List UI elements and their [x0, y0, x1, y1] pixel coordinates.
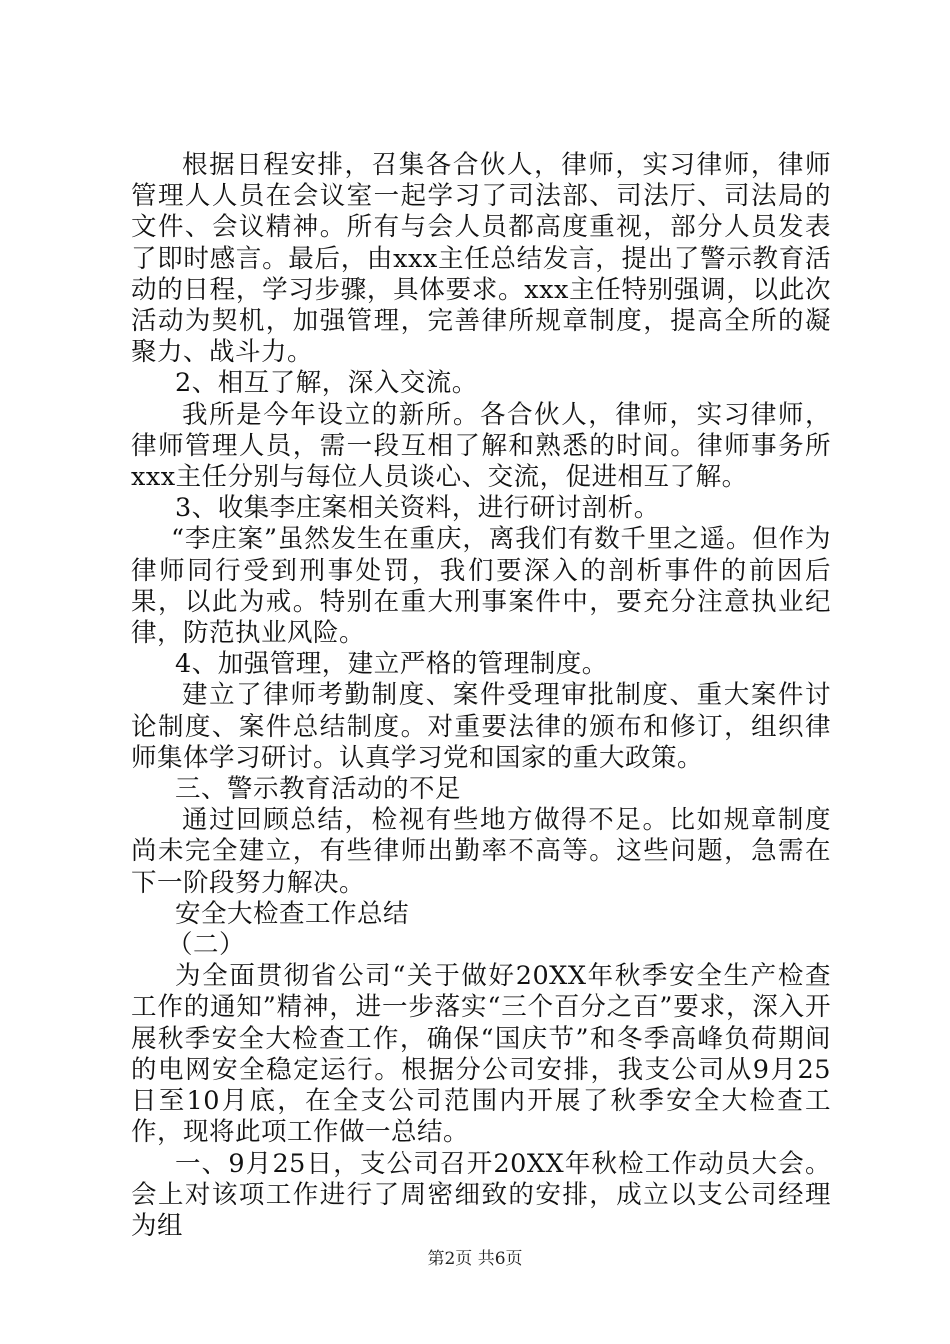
- section-heading: 三、警示教育活动的不足: [175, 774, 462, 805]
- body-paragraph: 建立了律师考勤制度、案件受理审批制度、重大案件讨论制度、案件总结制度。对重要法律的颁布和修订，组织律师集体学习研讨。认真学习党和国家的重大政策。: [131, 680, 831, 773]
- body-paragraph: 为全面贯彻省公司“关于做好20XX年秋季安全生产检查工作的通知”精神，进一步落实“三个百分之百”要求，深入开展秋季安全大检查工作，确保“国庆节”和冬季高峰负荷期间的电网安全稳定运行。根据分公司安排，我支公司从9月25日至10月底，在全支公司范围内开展了秋季安全大检查工作，现将此项工作做一总结。: [131, 961, 831, 1148]
- subtitle-number: （二）: [167, 930, 246, 961]
- section-heading: 2、相互了解，深入交流。: [175, 368, 478, 399]
- page-number-label: 第2页 共6页: [427, 1249, 523, 1269]
- body-paragraph: 通过回顾总结，检视有些地方做得不足。比如规章制度尚未完全建立，有些律师出勤率不高等。这些问题，急需在下一阶段努力解决。: [131, 805, 831, 898]
- body-paragraph: 一、9月25日，支公司召开20XX年秋检工作动员大会。会上对该项工作进行了周密细致的安排，成立以支公司经理为组: [131, 1148, 831, 1241]
- document-body: [131, 150, 831, 1242]
- body-paragraph: “李庄案”虽然发生在重庆，离我们有数千里之遥。但作为律师同行受到刑事处罚，我们要深入的剖析事件的前因后果，以此为戒。特别在重大刑事案件中，要充分注意执业纪律，防范执业风险。: [131, 524, 831, 649]
- body-paragraph: 根据日程安排，召集各合伙人，律师，实习律师，律师管理人人员在会议室一起学习了司法部、司法厅、司法局的文件、会议精神。所有与会人员都高度重视，部分人员发表了即时感言。最后，由xxx主任总结发言，提出了警示教育活动的日程，学习步骤，具体要求。xxx主任特别强调，以此次活动为契机，加强管理，完善律所规章制度，提高全所的凝聚力、战斗力。: [131, 150, 831, 368]
- body-paragraph: 我所是今年设立的新所。各合伙人，律师，实习律师，律师管理人员，需一段互相了解和熟悉的时间。律师事务所xxx主任分别与每位人员谈心、交流，促进相互了解。: [131, 399, 831, 493]
- document-title: 安全大检查工作总结: [175, 898, 410, 929]
- section-heading: 4、加强管理，建立严格的管理制度。: [175, 649, 608, 680]
- section-heading: 3、收集李庄案相关资料，进行研讨剖析。: [175, 493, 660, 524]
- page-footer: [0, 1244, 950, 1269]
